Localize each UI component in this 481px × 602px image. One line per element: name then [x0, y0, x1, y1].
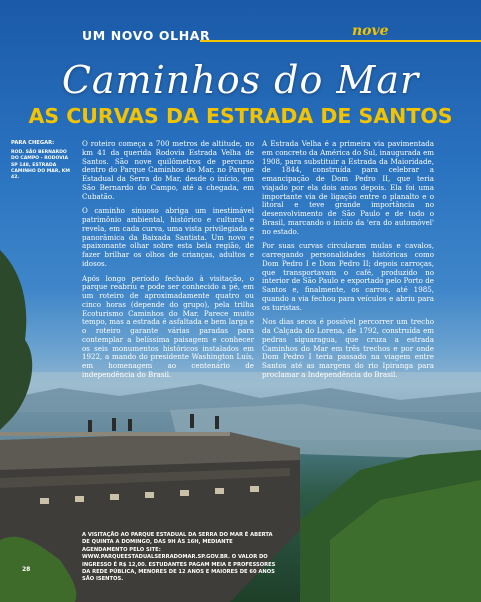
- terrace-railing: [0, 432, 230, 436]
- article-title: Caminhos do Mar: [61, 58, 420, 102]
- paragraph: A Estrada Velha é a primeira via pavimentada em concreto da América do Sul, inaugurada em 1908, para substituir a Estrada da Maioridade, de 1844, construída para celebrar a emancipação de Dom Pedro II, que teria viajado por ela dois anos depois. Ela foi uma importante via de ligação entre o planalto e o litoral e teve grande importância no desenvolvimento de São Paulo e de todo o Brasil, marcando o início da 'era do automóvel' no estado.: [262, 139, 434, 236]
- paragraph: Nos dias secos é possível percorrer um trecho da Calçada do Lorena, de 1792, construída em pedras siguaragua, que cruza a estrada Caminhos do Mar em três trechos e por onde Dom Pedro I teria passado na viagem entre Santos até as margens do rio Ipiranga para proclamar a Independência do Brasil.: [262, 317, 434, 379]
- article-subtitle: AS CURVAS DA ESTRADA DE SANTOS: [28, 104, 453, 128]
- magazine-brand: nove: [352, 23, 389, 39]
- header-rule: [200, 40, 481, 42]
- article-column-1: [82, 140, 254, 386]
- page-number: 28: [22, 566, 31, 573]
- paragraph: Após longo período fechado à visitação, o parque reabriu e pode ser conhecido a pé, em um roteiro de aproximadamente quatro ou cinco horas (depende do grupo), pela trilha Ecoturismo Caminhos do Mar. Parece muito tempo, mas a estrada é asfaltada e bem larga e o roteiro garante várias paradas para contemplar a belíssima paisagem e conhecer os seis monumentos históricos instalados em 1922, a mando do presidente Washington Luís, em homenagem ao centenário de independência do Brasil.: [82, 273, 254, 379]
- directions-heading: PARA CHEGAR:: [11, 140, 55, 146]
- article-column-2: [262, 140, 434, 386]
- section-label: UM NOVO OLHAR: [82, 28, 211, 43]
- paragraph: O caminho sinuoso abriga um inestimável patrimônio ambiental, histórico e cultural e revela, em cada curva, uma vista privilegiada e panorâmica da Baixada Santista. Um novo e apaixonante olhar sobre esta bela região, de fazer brilhar os olhos de crianças, adultos e idosos.: [82, 206, 254, 268]
- directions-sidebar: [11, 140, 75, 181]
- visit-info-caption: A VISITAÇÃO AO PARQUE ESTADUAL DA SERRA DO MAR É ABERTA DE QUINTA A DOMINGO, DAS 9H ÀS 16H, MEDIANTE AGENDAMENTO PELO SITE: WWW.PARQUEESTADUALSERRADOMAR.SP.GOV.BR. O VALOR DO INGRESSO É R$ 12,00. ESTUDANTES PAGAM MEIA E PROFESSORES DA REDE PÚBLICA, MENORES DE 12 ANOS E MAIORES DE 60 ANOS SÃO ISENTOS.: [82, 532, 276, 583]
- paragraph: Por suas curvas circularam mulas e cavalos, carregando personalidades históricas como Dom Pedro I e Dom Pedro II; depois carroças, que transportavam o café, produzido no interior de São Paulo e exportado pelo Porto de Santos e, finalmente, os carros, até 1985, quando a via fechou para veículos e abriu para os turistas.: [262, 241, 434, 312]
- paragraph: O roteiro começa a 700 metros de altitude, no km 41 da querida Rodovia Estrada Velha de Santos. São nove quilômetros de percurso dentro do Parque Caminhos do Mar, no Parque Estadual da Serra do Mar, desde o início, em São Bernardo do Campo, até a chegada, em Cubatão.: [82, 139, 254, 201]
- directions-text: ROD. SÃO BERNARDO DO CAMPO - RODOVIA SP 148, ESTRADA CAMINHO DO MAR, KM 42.: [11, 150, 70, 181]
